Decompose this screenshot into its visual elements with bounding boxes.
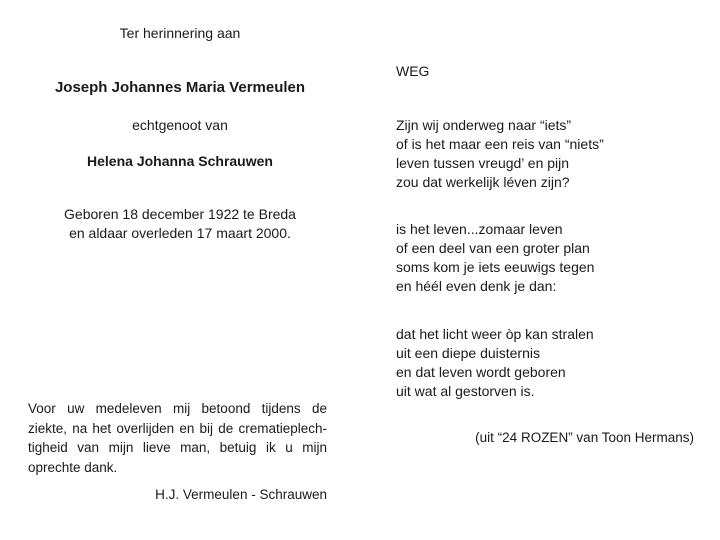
poem-attribution: (uit “24 ROZEN” van Toon Hermans) — [475, 430, 694, 445]
thanks-line: Voor uw medeleven mij betoond tijdens de — [28, 401, 327, 416]
death-line: en aldaar overleden 17 maart 2000. — [69, 225, 291, 241]
poem-stanza — [396, 116, 604, 192]
intro-text: Ter herinnering aan — [119, 25, 241, 41]
poem-line: uit wat al gestorven is. — [396, 383, 535, 399]
spouse-intro-text: echtgenoot van — [132, 117, 228, 133]
thanks-line: tigheid van mijn lieve man, betuig ik u mijn — [28, 440, 327, 455]
poem-line: dat het licht weer òp kan stralen — [396, 326, 594, 342]
thanks-line: ziekte, na het overlijden en bij de crematieplech- — [28, 420, 327, 436]
poem-stanza — [396, 220, 594, 296]
poem-line: zou dat werkelijk léven zijn? — [396, 174, 570, 190]
poem-line: leven tussen vreugd’ en pijn — [396, 155, 570, 171]
birth-line: Geboren 18 december 1922 te Breda — [64, 206, 296, 222]
poem-line: is het leven...zomaar leven — [396, 221, 563, 237]
signature: H.J. Vermeulen - Schrauwen — [155, 487, 327, 502]
birth-death-dates — [0, 205, 360, 243]
poem-line: of een deel van een groter plan — [396, 240, 590, 256]
spouse-name: Helena Johanna Schrauwen — [87, 153, 273, 169]
card-right-panel — [360, 0, 720, 540]
poem-line: Zijn wij onderweg naar “iets” — [396, 117, 572, 133]
poem-line: soms kom je iets eeuwigs tegen — [396, 259, 595, 275]
poem-title: WEG — [396, 63, 430, 79]
poem-stanza — [396, 325, 594, 401]
poem-line: en héél even denk je dan: — [396, 278, 557, 294]
deceased-name: Joseph Johannes Maria Vermeulen — [54, 79, 306, 96]
poem-line: uit een diepe duisternis — [396, 345, 540, 361]
thanks-paragraph — [28, 399, 327, 477]
poem-line: en dat leven wordt geboren — [396, 364, 566, 380]
poem-line: of is het maar een reis van “niets” — [396, 136, 604, 152]
thanks-line: oprechte dank. — [28, 459, 118, 475]
